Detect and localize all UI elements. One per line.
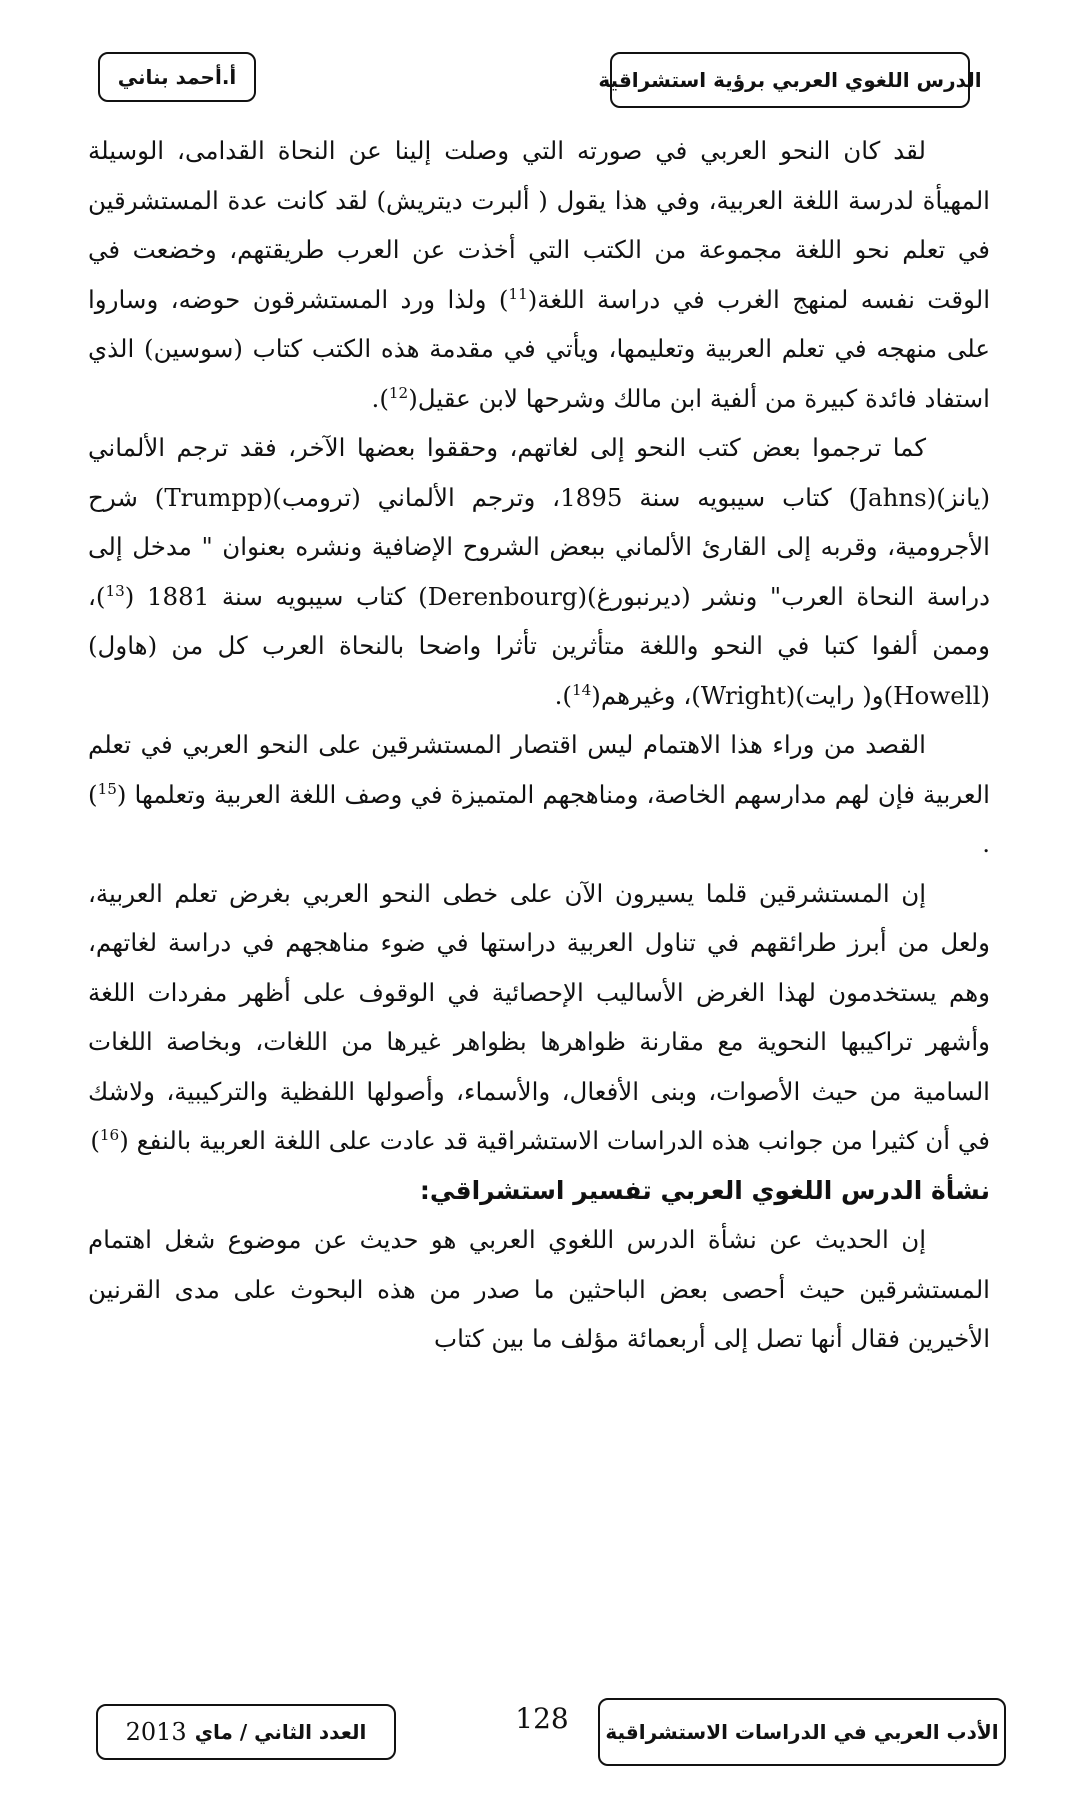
article-body — [88, 126, 990, 1364]
footnote-ref-11[interactable]: 11 — [508, 284, 528, 303]
header-title: الدرس اللغوي العربي برؤية استشراقية — [598, 68, 982, 92]
paragraph-4: إن المستشرقين قلما يسيرون الآن على خطى النحو العربي بغرض تعلم العربية، ولعل من أبرز طرائقهم في تناول العربية دراستها في ضوء مناهجهم في دراسة لغاتهم، وهم يستخدمون لهذا الغرض الأساليب الإحصائية في الوقوف على أظهر مفردات اللغة وأشهر تراكيبها النحوية مع مقارنة ظواهرها بظواهر غيرها من اللغات، وبخاصة اللغات السامية من حيث الأصوات، وبنى الأفعال، والأسماء، وأصولها اللفظية والتركيبية، ولاشك في أن كثيرا من جوانب هذه الدراسات الاستشراقية قد عادت على اللغة العربية بالنفع ($^{16}$) — [88, 878, 990, 1155]
footnote-ref-16[interactable]: 16 — [99, 1125, 120, 1144]
footer-year: 2013 — [125, 1718, 187, 1746]
footnote-ref-15[interactable]: 15 — [97, 779, 117, 798]
paragraph-3: القصد من وراء هذا الاهتمام ليس اقتصار المستشرقين على النحو العربي في تعلم العربية فإن لهم مدارسهم الخاصة، ومناهجهم المتميزة في وصف اللغة العربية وتعلمها ($^{15}$) . — [88, 730, 990, 858]
footer-issue-box — [96, 1704, 396, 1760]
footnote-ref-13[interactable]: 13 — [105, 581, 125, 600]
footnote-ref-12[interactable]: 12 — [388, 383, 409, 402]
footer-journal-box — [598, 1698, 1006, 1766]
page-number: 128 — [515, 1702, 569, 1735]
header-author: أ.أحمد بناني — [117, 65, 237, 89]
section-heading: نشأة الدرس اللغوي العربي تفسير استشراقي: — [419, 1175, 990, 1205]
footnote-ref-14[interactable]: 14 — [571, 680, 592, 699]
header-title-box — [598, 52, 982, 108]
paragraph-5: إن الحديث عن نشأة الدرس اللغوي العربي هو حديث عن موضوع شغل اهتمام المستشرقين حيث أحصى بعض الباحثين ما صدر من هذه البحوث على مدى القرنين الأخيرين فقال أنها تصل إلى أربعمائة مؤلف ما بين كتاب — [88, 1225, 990, 1353]
header-author-box — [98, 52, 256, 102]
paragraph-1: لقد كان النحو العربي في صورته التي وصلت إلينا عن النحاة القدامى، الوسيلة المهيأة لدرسة اللغة العربية، وفي هذا يقول ( ألبرت ديتريش) لقد كانت عدة المستشرقين في تعلم نحو اللغة مجموعة من الكتب التي أخذت عن العرب طريقتهم، وخضعت في الوقت نفسه لمنهج الغرب في دراسة اللغة($^{11}$) ولذا ورد المستشرقون حوضه، وساروا على منهجه في تعلم العربية وتعليمها، ويأتي في مقدمة هذه الكتب كتاب (سوسين) الذي استفاد فائدة كبيرة من ألفية ابن مالك وشرحها لابن عقيل($^{12}$). — [88, 136, 991, 413]
paragraph-2: كما ترجموا بعض كتب النحو إلى لغاتهم، وحققوا بعضها الآخر، فقد ترجم الألماني (يانز)(Jahns) كتاب سيبويه سنة 1895، وترجم الألماني (ترومب)(Trumpp) شرح الأجرومية، وقربه إلى القارئ الألماني ببعض الشروح الإضافية ونشره بعنوان " مدخل إلى دراسة النحاة العرب" ونشر (ديرنبورغ)(Derenbourg) كتاب سيبويه سنة 1881 ($^{13}$)، وممن ألفوا كتبا في النحو واللغة متأثرين تأثرا واضحا بالنحاة العرب كل من (هاول)(Howell)و( رايت)(Wright)، وغيرهم($^{14}$). — [88, 433, 990, 710]
footer-journal: الأدب العربي في الدراسات الاستشراقية — [605, 1720, 999, 1744]
footer-issue: العدد الثاني / ماي — [194, 1720, 367, 1744]
